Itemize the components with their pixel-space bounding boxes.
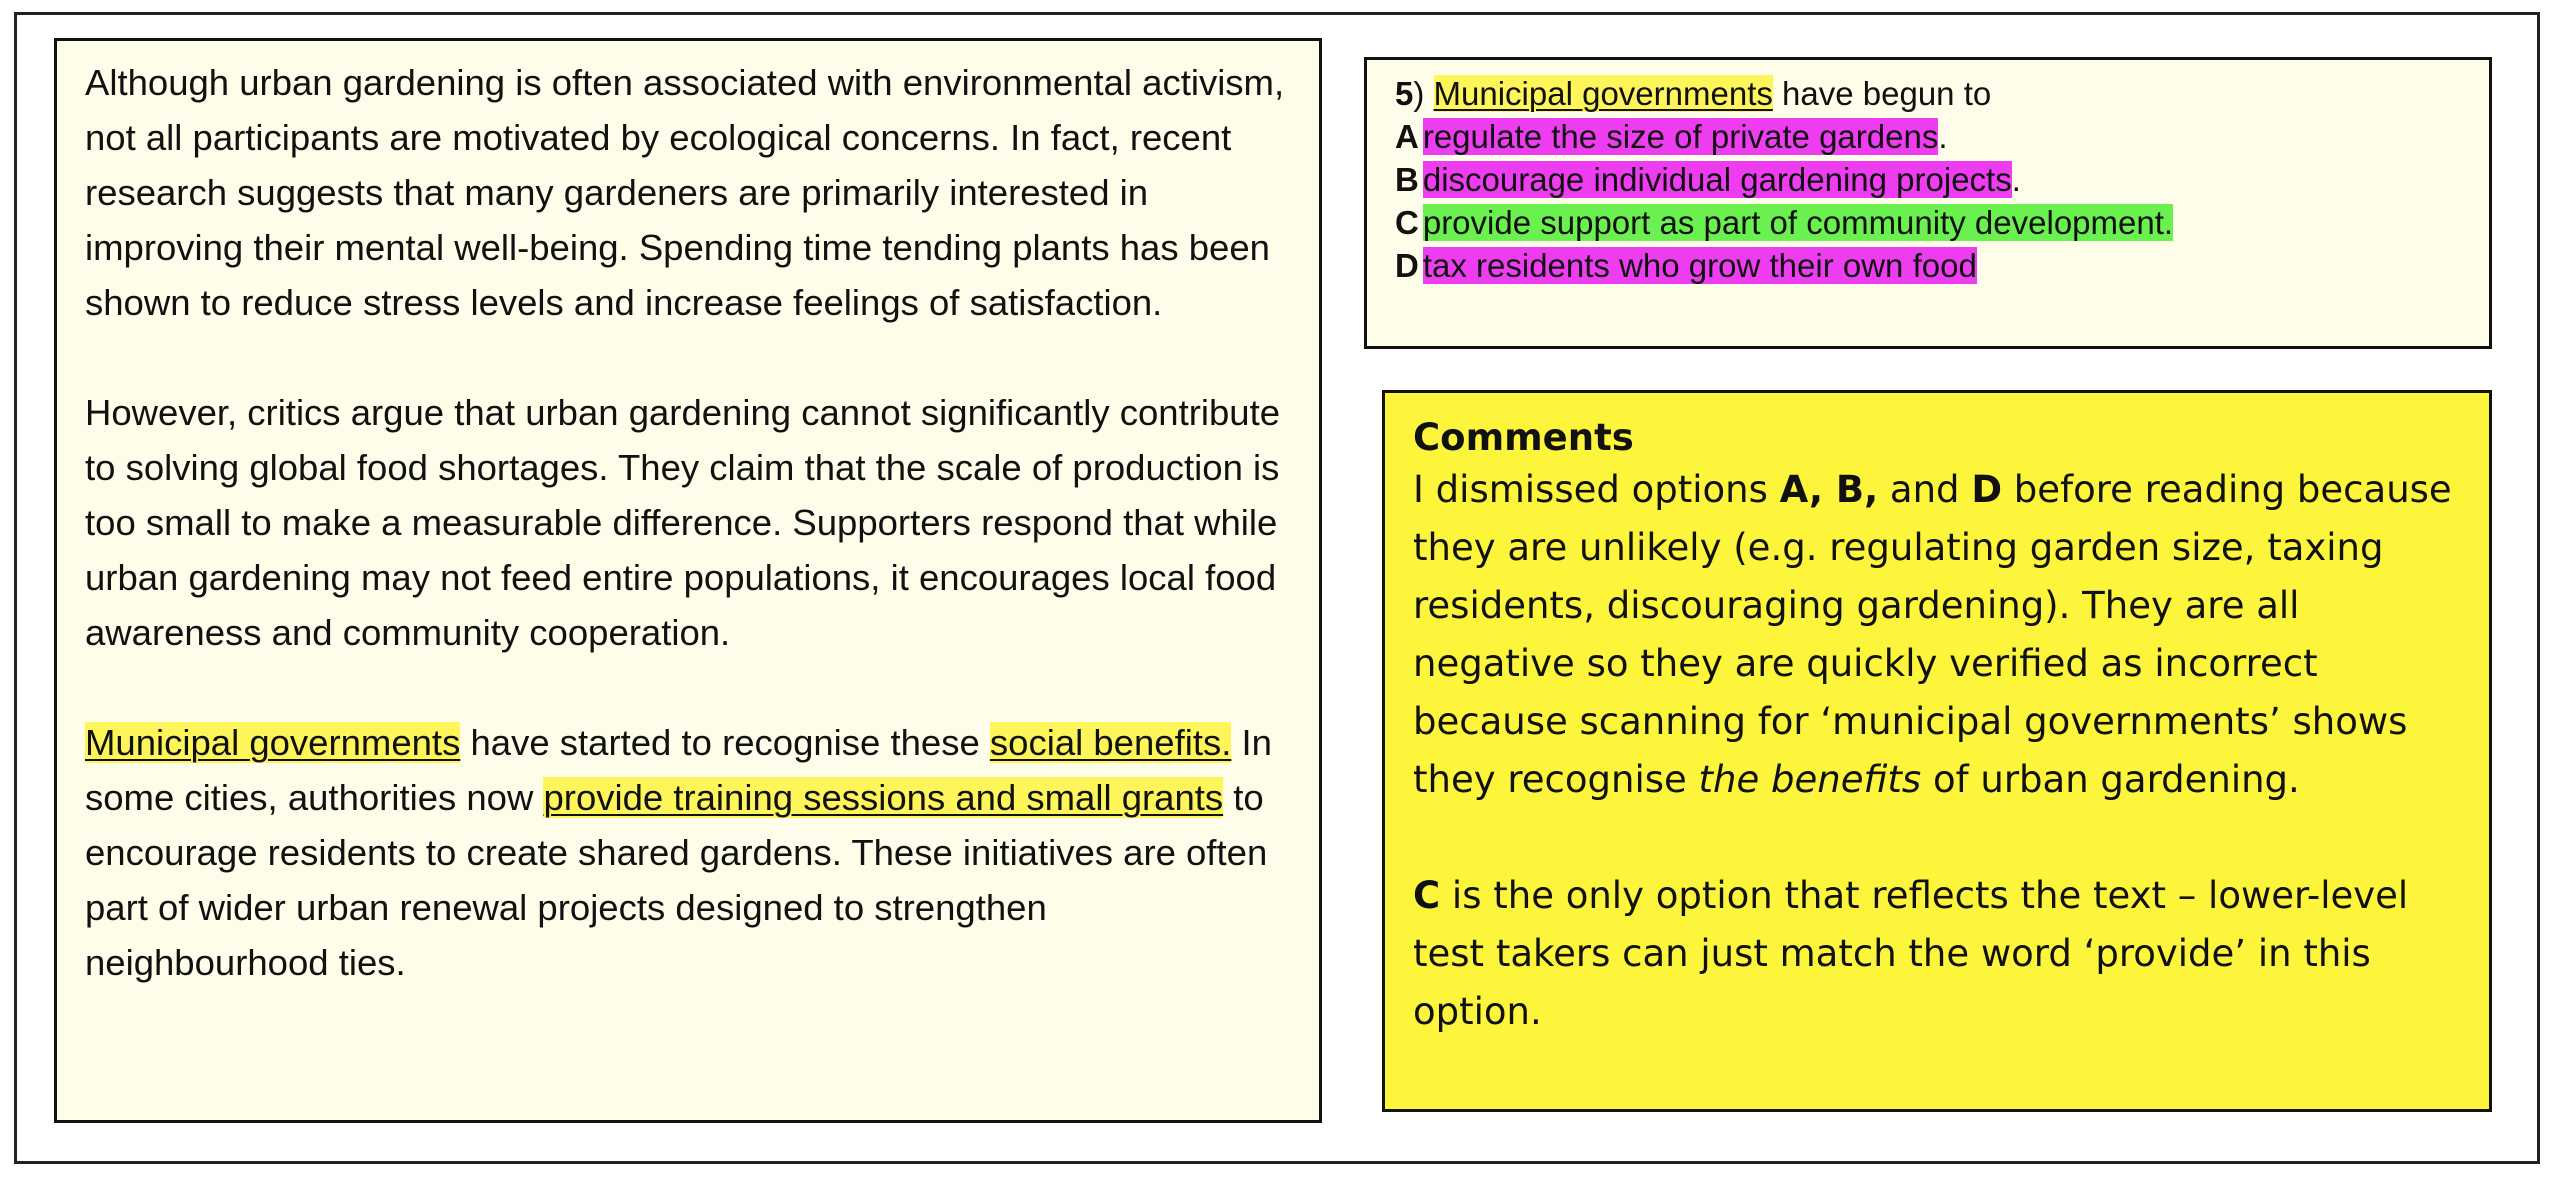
comment-bold: C <box>1413 874 1441 917</box>
option-text-wrong: tax residents who grow their own food <box>1422 247 1977 284</box>
passage-text: have started to recognise these <box>460 722 990 763</box>
option-letter: A <box>1395 118 1419 155</box>
option-text-wrong: discourage individual gardening projects <box>1422 161 2012 198</box>
question-number-suffix: ) <box>1413 75 1425 112</box>
option-c[interactable] <box>1395 201 2463 244</box>
option-after: . <box>2011 161 2021 198</box>
passage-paragraph-3 <box>85 715 1293 990</box>
question-number: 5 <box>1395 75 1414 112</box>
comment-italic: the benefits <box>1698 758 1922 801</box>
question-stem <box>1395 72 2463 115</box>
option-text-wrong: regulate the size of private gardens <box>1422 118 1939 155</box>
comment-text: I dismissed options <box>1413 468 1780 511</box>
reading-passage <box>54 38 1322 1123</box>
passage-text: to encourage residents to create shared gardens. These initiatives are often part of wider urban renewal projects designed to strengthen neighbourhood ties. <box>85 777 1268 983</box>
paragraph-gap <box>1413 809 2463 867</box>
option-b[interactable] <box>1395 158 2463 201</box>
option-letter: D <box>1395 247 1419 284</box>
comment-text: and <box>1878 468 1972 511</box>
comments-title: Comments <box>1413 416 1634 459</box>
comments-paragraph-1 <box>1413 461 2463 809</box>
comment-text: of urban gardening. <box>1921 758 2300 801</box>
option-text-correct: provide support as part of community development. <box>1422 204 2174 241</box>
option-after: . <box>1938 118 1948 155</box>
passage-paragraph-1: Although urban gardening is often associated with environmental activism, not all participants are motivated by ecological concerns. In fact, recent research suggests that many gardeners are primarily interested in improving their mental well-being. Spending time tending plants has been shown to reduce stress levels and increase feelings of satisfaction. <box>85 62 1285 323</box>
highlight-social-benefits: social benefits. <box>989 722 1232 763</box>
passage-paragraph-2: However, critics argue that urban gardening cannot significantly contribute to solving global food shortages. They claim that the scale of production is too small to make a measurable difference. Supporters respond that while urban gardening may not feed entire populations, it encourages local food awareness and community cooperation. <box>85 392 1281 653</box>
comment-bold: D <box>1971 468 2003 511</box>
comment-text: before reading because they are unlikely (e.g. regulating garden size, taxing residents, discouraging gardening). They are all negative so they are quickly verified as incorrect because scanning for ‘municipal governments’ shows they recognise <box>1413 468 2452 801</box>
comments-paragraph-2 <box>1413 867 2463 1041</box>
stem-text: have begun to <box>1772 75 1992 112</box>
highlight-training-grants: provide training sessions and small grants <box>543 777 1224 818</box>
option-letter: B <box>1395 161 1419 198</box>
option-a[interactable] <box>1395 115 2463 158</box>
highlight-municipal-governments: Municipal governments <box>85 722 461 763</box>
option-d[interactable] <box>1395 244 2463 287</box>
option-letter: C <box>1395 204 1419 241</box>
question-box <box>1364 57 2492 349</box>
comment-bold: A, B, <box>1779 468 1879 511</box>
comment-text: is the only option that reflects the text – lower-level test takers can just match the word ‘provide’ in this option. <box>1413 874 2409 1033</box>
comments-box <box>1382 390 2492 1112</box>
stem-highlight: Municipal governments <box>1433 75 1773 112</box>
passage-text: In some cities, authorities now <box>85 722 1272 818</box>
